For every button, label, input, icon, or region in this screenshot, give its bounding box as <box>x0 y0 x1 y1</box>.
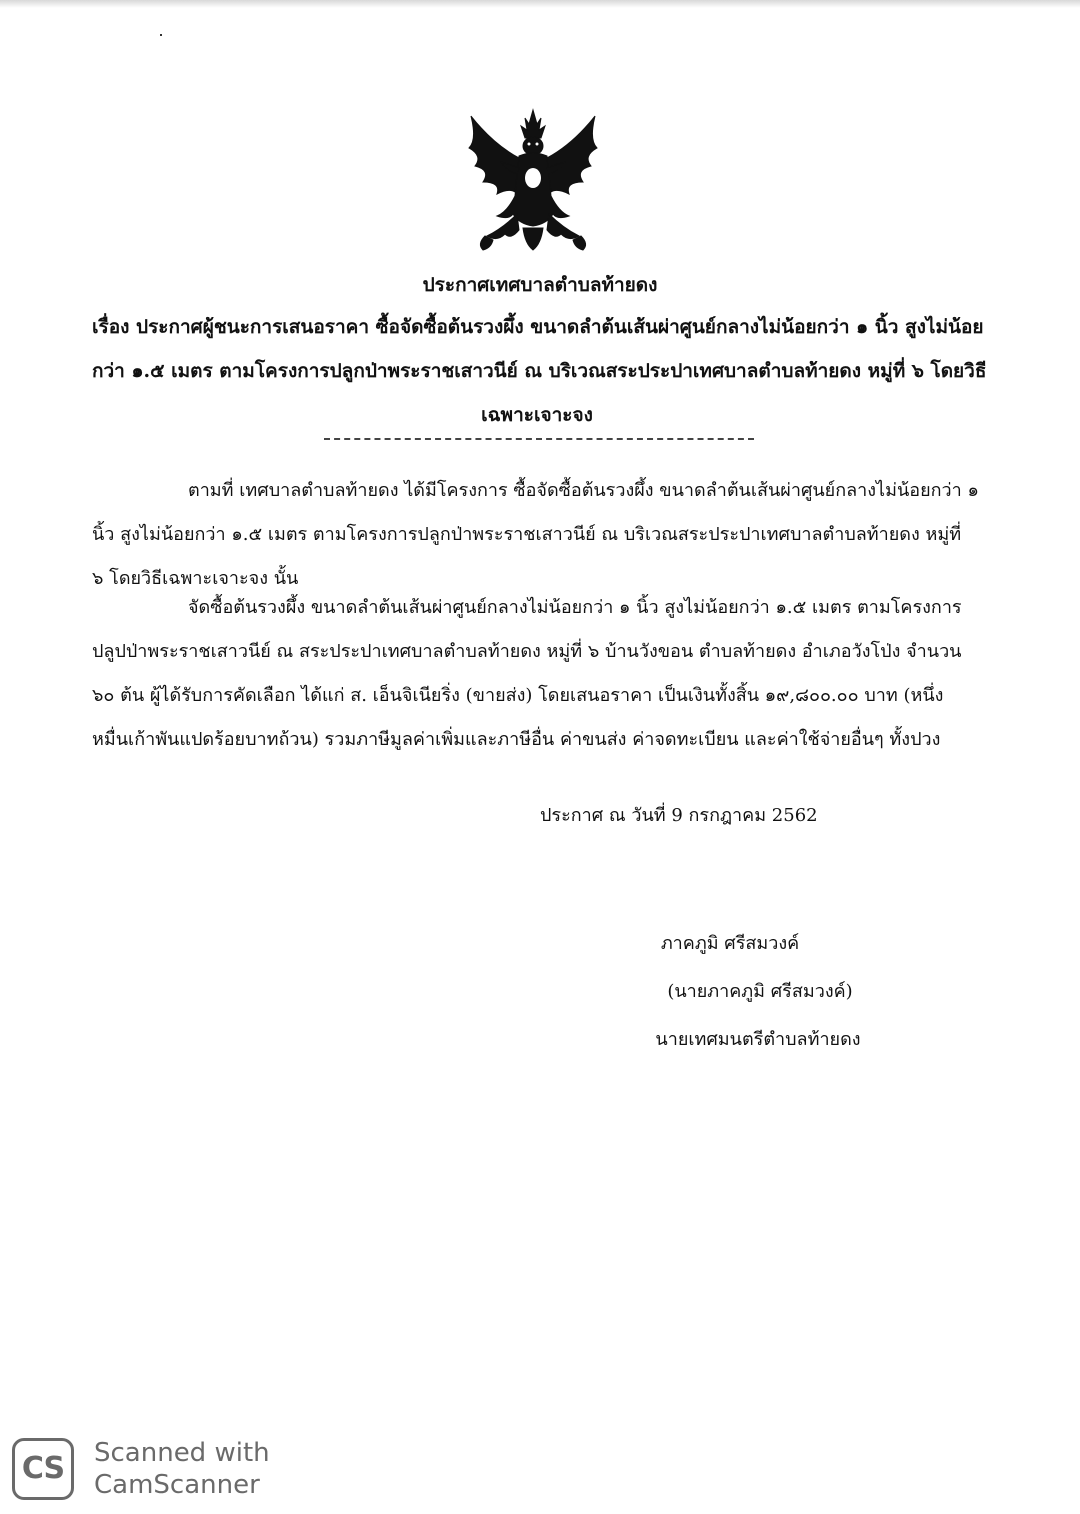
paragraph-line: หมื่นเก้าพันแปดร้อยบาทถ้วน) รวมภาษีมูลค่าเพิ่มและภาษีอื่น ค่าขนส่ง ค่าจดทะเบียน และค่าใช้จ่ายอื่นๆ ทั้งปวง <box>92 729 941 750</box>
signature-full-name: (นายภาคภูมิ ศรีสมวงค์) <box>667 981 853 1002</box>
paragraph-line: ๖๐ ต้น ผู้ได้รับการคัดเลือก ได้แก่ ส. เอ็นจิเนียริ่ง (ขายส่ง) โดยเสนอราคา เป็นเงินทั้งสิ้น ๑๙,๘๐๐.๐๐ บาท (หนึ่ง <box>92 685 944 706</box>
garuda-emblem-icon <box>463 104 603 256</box>
subject-line: กว่า ๑.๕ เมตร ตามโครงการปลูกป่าพระราชเสาวนีย์ ณ บริเวณสระประปาเทศบาลตำบลท้ายดง หมู่ที่ ๖ โดยวิธี <box>92 360 987 382</box>
subject-heading <box>92 305 987 437</box>
paragraph-line: ปลูปป่าพระราชเสาวนีย์ ณ สระประปาเทศบาลตำบลท้ายดง หมู่ที่ ๖ บ้านวังขอน ตำบลท้ายดง อำเภอวังโป่ง จำนวน <box>92 641 962 662</box>
camscanner-logo-icon: CS <box>12 1438 74 1500</box>
signature-position: นายเทศมนตรีตำบลท้ายดง <box>655 1029 861 1050</box>
watermark-line: Scanned with <box>94 1438 270 1468</box>
subject-line: เฉพาะเจาะจง <box>481 404 593 426</box>
paragraph-line: นิ้ว สูงไม่น้อยกว่า ๑.๕ เมตร ตามโครงการปลูกป่าพระราชเสาวนีย์ ณ บริเวณสระประปาเทศบาลตำบลท้ายดง หมู่ที่ <box>92 524 962 545</box>
scan-edge <box>0 0 1080 8</box>
watermark-line: CamScanner <box>94 1470 260 1500</box>
paragraph-line: จัดซื้อต้นรวงผึ้ง ขนาดลำต้นเส้นผ่าศูนย์กลางไม่น้อยกว่า ๑ นิ้ว สูงไม่น้อยกว่า ๑.๕ เมตร ตามโครงการ <box>188 597 962 618</box>
paragraph-line: ตามที่ เทศบาลตำบลท้ายดง ได้มีโครงการ ซื้อจัดซื้อต้นรวงผึ้ง ขนาดลำต้นเส้นผ่าศูนย์กลางไม่น้อยกว่า ๑ <box>188 480 979 501</box>
signature-name: ภาคภูมิ ศรีสมวงค์ <box>660 933 800 954</box>
camscanner-watermark <box>94 1437 270 1501</box>
subject-line: เรื่อง ประกาศผู้ชนะการเสนอราคา ซื้อจัดซื้อต้นรวงผึ้ง ขนาดลำต้นเส้นผ่าศูนย์กลางไม่น้อยกว่า ๑ นิ้ว สูงไม่น้อย <box>92 316 984 338</box>
scan-speck <box>160 34 162 36</box>
paragraph-line: ๖ โดยวิธีเฉพาะเจาะจง นั้น <box>92 568 299 589</box>
paragraph-2 <box>92 586 982 762</box>
announcement-date: ประกาศ ณ วันที่ 9 กรกฎาคม 2562 <box>540 805 818 826</box>
section-divider <box>324 438 754 440</box>
paragraph-1 <box>92 469 982 601</box>
document-title: ประกาศเทศบาลตำบลท้ายดง <box>422 274 658 296</box>
